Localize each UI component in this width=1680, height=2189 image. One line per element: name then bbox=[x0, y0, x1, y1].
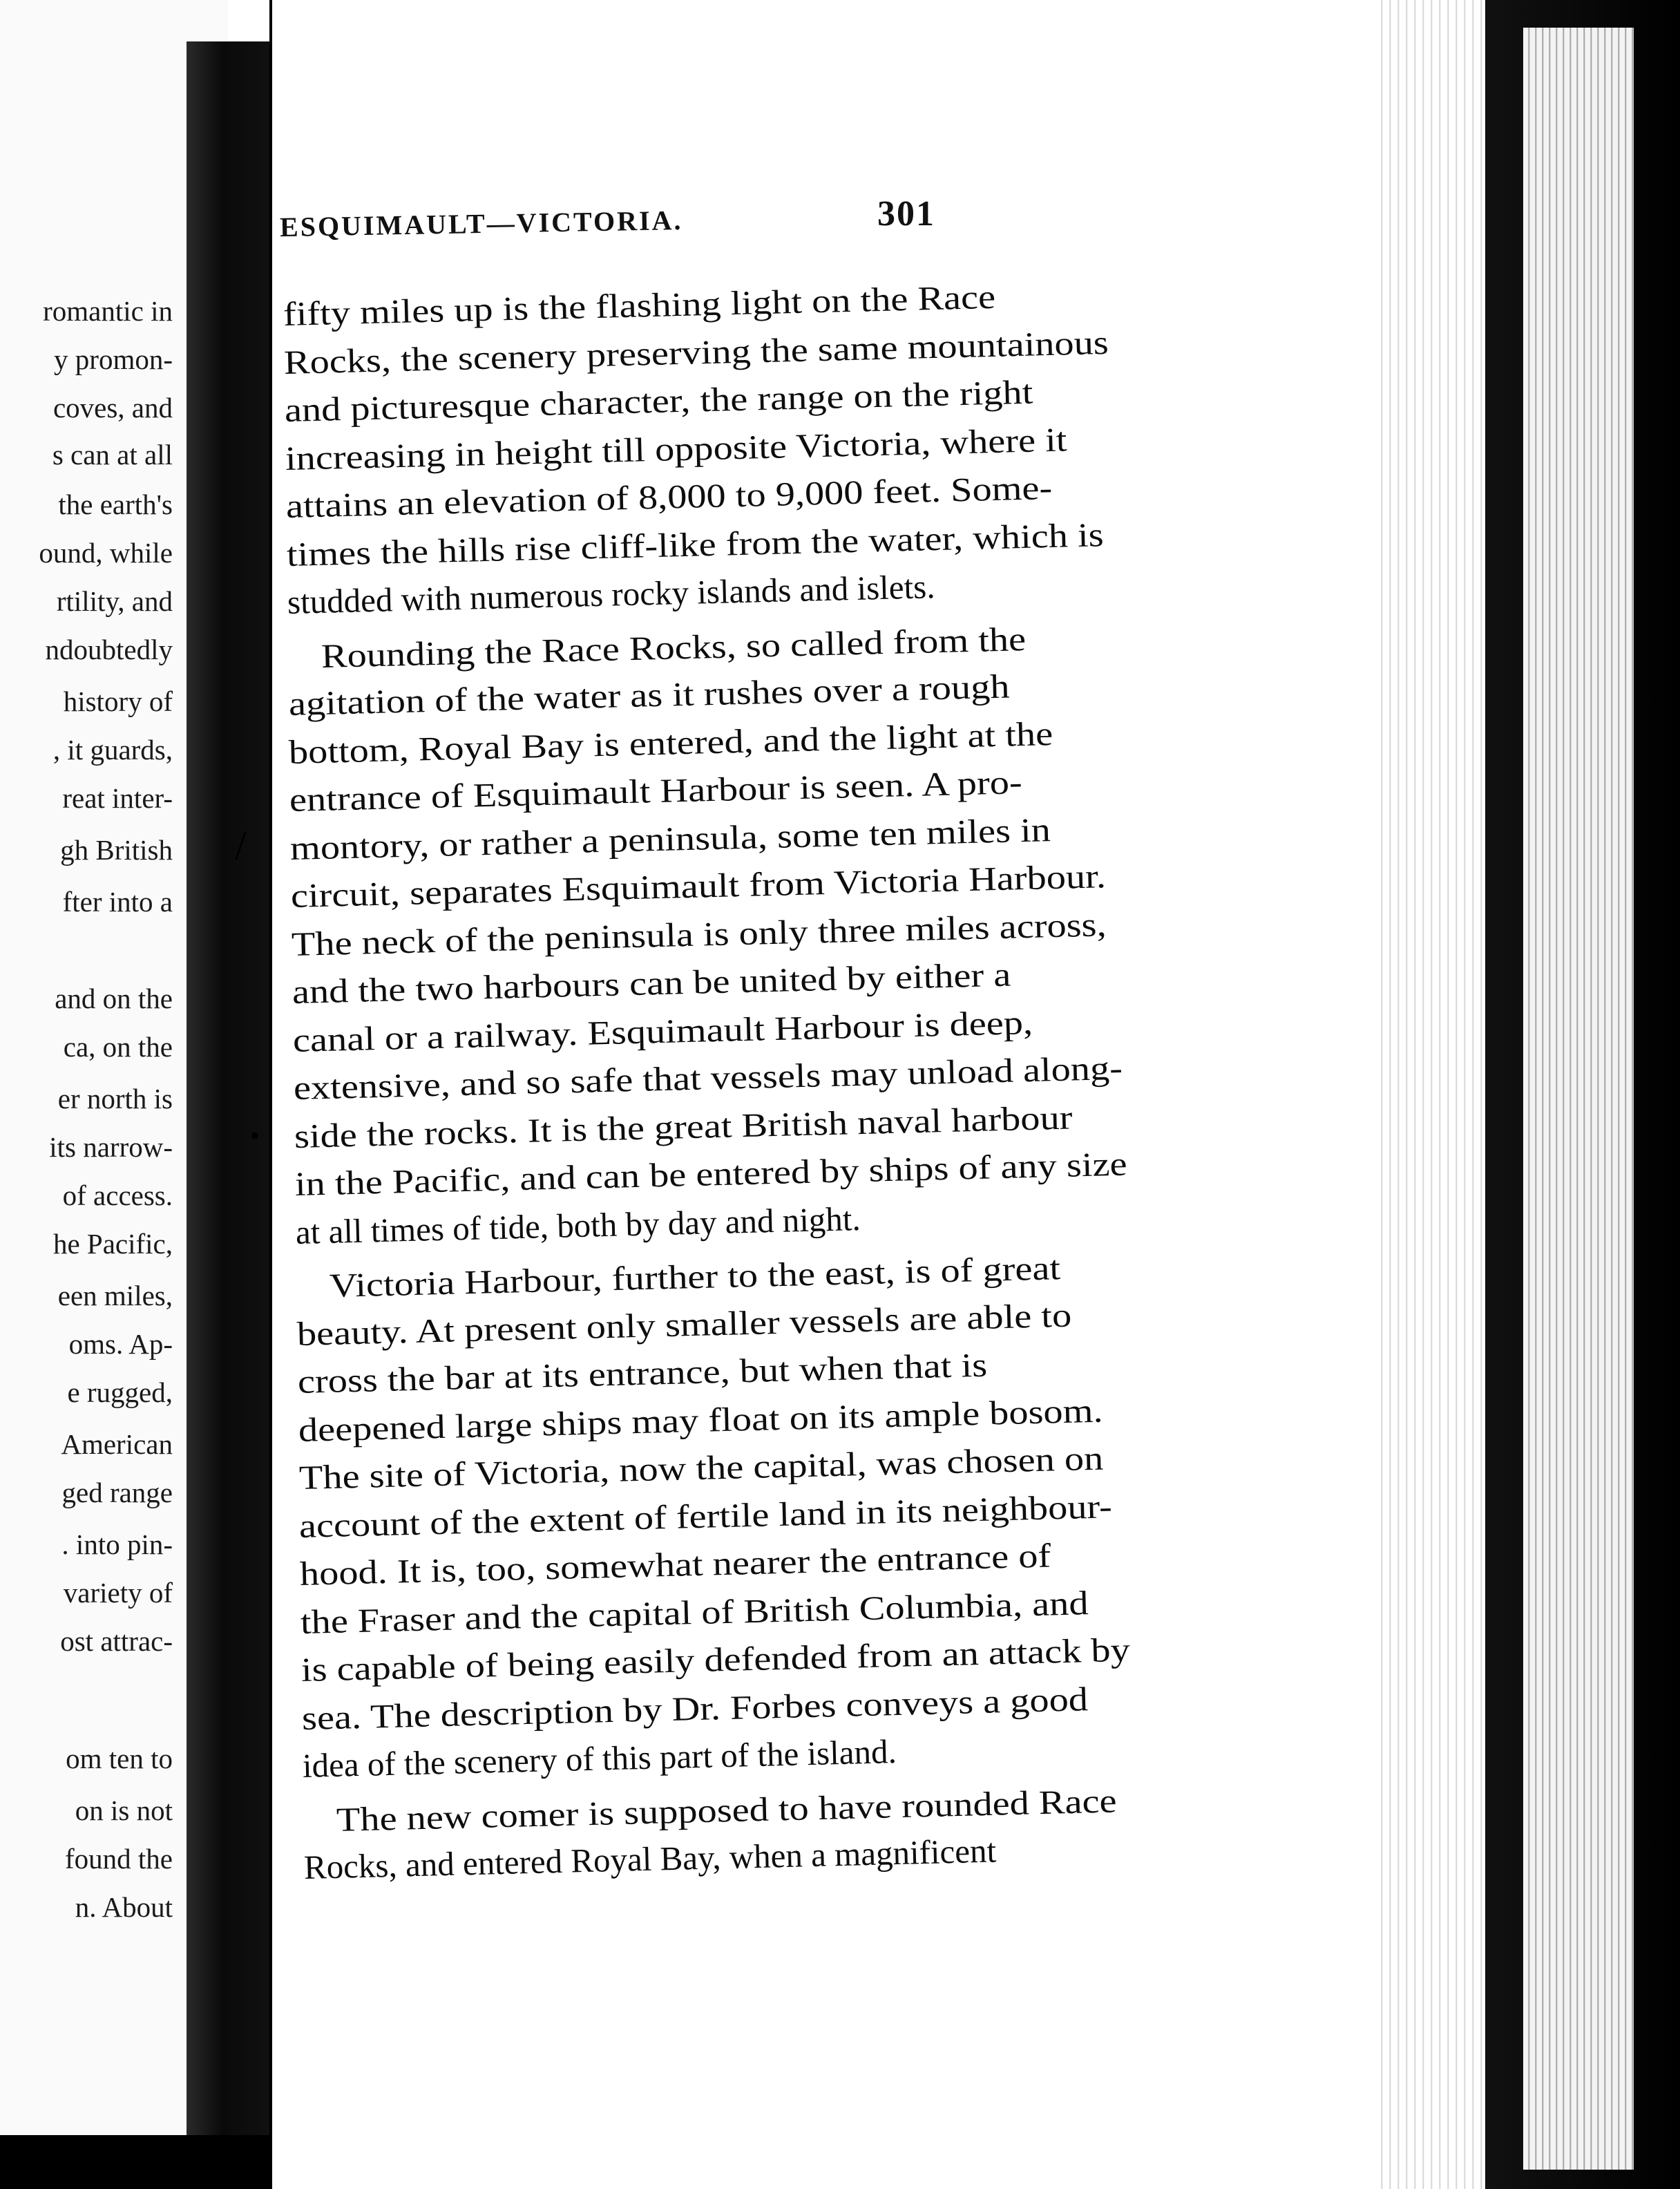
left-page-line: romantic in bbox=[43, 295, 173, 327]
left-page-line: found the bbox=[65, 1843, 173, 1875]
left-page-line: ca, on the bbox=[63, 1031, 173, 1063]
left-page-line: oms. Ap- bbox=[68, 1328, 173, 1360]
left-page-line: variety of bbox=[63, 1577, 173, 1609]
body-text-line: The site of Victoria, now the capital, was chosen on bbox=[298, 1439, 1104, 1497]
body-text-line: increasing in height till opposite Victoria, where it bbox=[285, 419, 1067, 477]
body-text-line: extensive, and so safe that vessels may unload along- bbox=[293, 1048, 1123, 1107]
left-page-line: the earth's bbox=[58, 489, 173, 520]
body-text-line: times the hills rise cliff-like from the water, which is bbox=[286, 515, 1104, 574]
running-head: ESQUIMAULT—VICTORIA. bbox=[279, 204, 683, 243]
left-page-line: e rugged, bbox=[67, 1376, 173, 1408]
body-text-line: the Fraser and the capital of British Columbia, and bbox=[300, 1583, 1089, 1641]
book-gutter bbox=[187, 41, 276, 2156]
left-page-line: history of bbox=[63, 685, 173, 717]
left-page-line: American bbox=[61, 1428, 173, 1460]
margin-mark: / bbox=[235, 823, 247, 869]
left-page-line: ost attrac- bbox=[60, 1625, 173, 1657]
left-page-line: rtility, and bbox=[56, 585, 173, 617]
left-page-line: he Pacific, bbox=[52, 1228, 173, 1260]
gutter-bottom-edge bbox=[0, 2135, 290, 2189]
body-text-line: sea. The description by Dr. Forbes conveys a good bbox=[301, 1679, 1089, 1737]
body-text-line: deepened large ships may float on its ample bosom. bbox=[297, 1391, 1103, 1449]
body-text-line: is capable of being easily defended from an attack by bbox=[300, 1630, 1131, 1689]
left-page-line: of access. bbox=[62, 1179, 173, 1211]
body-text-line: at all times of tide, both by day and night. bbox=[295, 1199, 861, 1251]
body-text-line: Victoria Harbour, further to the east, is of great bbox=[329, 1249, 1061, 1305]
body-text-line: in the Pacific, and can be entered by ships of any size bbox=[294, 1144, 1128, 1203]
body-text-line: agitation of the water as it rushes over a rough bbox=[287, 667, 1010, 723]
page-number: 301 bbox=[877, 194, 935, 234]
body-text-line: Rocks, the scenery preserving the same mountainous bbox=[283, 323, 1109, 381]
body-text-line: and picturesque character, the range on the right bbox=[284, 372, 1033, 429]
left-page-line: . into pin- bbox=[61, 1528, 173, 1560]
left-page-line: ndoubtedly bbox=[45, 634, 173, 665]
left-page-line: fter into a bbox=[62, 886, 173, 918]
body-text-line: bottom, Royal Bay is entered, and the light at the bbox=[288, 714, 1054, 771]
left-page-line: ound, while bbox=[39, 537, 173, 569]
left-page-line: een miles, bbox=[57, 1280, 173, 1311]
body-text-line: The new comer is supposed to have rounded Race bbox=[336, 1781, 1118, 1839]
body-text-line: Rounding the Race Rocks, so called from the bbox=[320, 619, 1027, 675]
body-text-line: canal or a railway. Esquimault Harbour is deep, bbox=[292, 1003, 1033, 1059]
body-text-line: cross the bar at its entrance, but when that is bbox=[296, 1345, 988, 1401]
left-page-line: y promon- bbox=[54, 343, 173, 375]
body-text-line: side the rocks. It is the great British naval harbour bbox=[294, 1097, 1073, 1155]
left-page-line: and on the bbox=[55, 983, 173, 1014]
left-page-line: er north is bbox=[57, 1083, 173, 1115]
left-page-line: , it guards, bbox=[52, 734, 173, 766]
body-text-line: montory, or rather a peninsula, some ten miles in bbox=[289, 810, 1051, 867]
body-text-line: beauty. At present only smaller vessels are able to bbox=[296, 1296, 1072, 1353]
left-page-line: on is not bbox=[75, 1794, 173, 1826]
left-page-line: its narrow- bbox=[49, 1131, 173, 1163]
body-text-line: account of the extent of fertile land in its neighbour- bbox=[298, 1486, 1113, 1545]
left-page-line: n. About bbox=[75, 1891, 173, 1923]
body-text-line: circuit, separates Esquimault from Victoria Harbour. bbox=[290, 857, 1107, 915]
left-page-line: reat inter- bbox=[62, 782, 173, 814]
body-text-line: and the two harbours can be united by either a bbox=[292, 955, 1012, 1011]
left-page-line: gh British bbox=[60, 834, 173, 866]
body-text-line: idea of the scenery of this part of the island. bbox=[302, 1732, 897, 1785]
left-page-line: s can at all bbox=[52, 439, 173, 471]
left-page-line: ged range bbox=[61, 1477, 173, 1508]
body-text-line: fifty miles up is the flashing light on the Race bbox=[283, 277, 996, 333]
left-page-line: om ten to bbox=[66, 1743, 173, 1774]
body-text-line: entrance of Esquimault Harbour is seen. A pro- bbox=[289, 763, 1023, 819]
page-stack bbox=[1523, 28, 1634, 2170]
body-text-line: studded with numerous rocky islands and islets. bbox=[286, 567, 935, 621]
body-text-line: The neck of the peninsula is only three miles across, bbox=[291, 904, 1107, 963]
margin-dot: • bbox=[250, 1120, 260, 1151]
body-text-line: Rocks, and entered Royal Bay, when a magnificent bbox=[303, 1831, 997, 1886]
body-text-line: attains an elevation of 8,000 to 9,000 feet. Some- bbox=[285, 468, 1053, 525]
left-page-line: coves, and bbox=[52, 392, 173, 424]
body-text-line: hood. It is, too, somewhat nearer the entrance of bbox=[299, 1536, 1052, 1593]
